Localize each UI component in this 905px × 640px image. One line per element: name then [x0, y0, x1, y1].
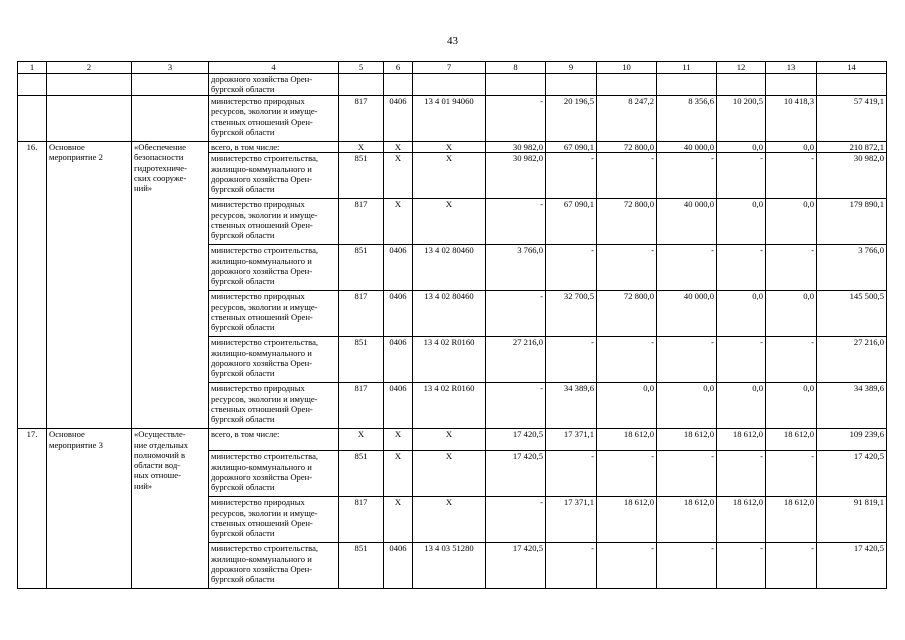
event-title-cell — [132, 96, 209, 142]
event-name-cell: Основное мероприятие 2 — [47, 142, 132, 429]
value-cell: 0,0 — [766, 291, 817, 337]
table-row — [18, 74, 887, 96]
value-cell: X — [384, 199, 413, 245]
value-cell: - — [766, 337, 817, 383]
value-cell: - — [597, 337, 657, 383]
value-cell: - — [486, 199, 546, 245]
value-cell: 18 612,0 — [717, 429, 766, 451]
value-cell: 32 700,5 — [546, 291, 597, 337]
value-cell: - — [486, 96, 546, 142]
value-cell: - — [766, 451, 817, 497]
value-cell: 17 420,5 — [817, 451, 887, 497]
value-cell: - — [657, 337, 717, 383]
value-cell: 817 — [339, 96, 384, 142]
value-cell: 72 800,0 — [597, 142, 657, 153]
executor-cell: министерство природных ресурсов, экологии и имуще- ственных отношений Орен- бургской области — [209, 497, 339, 543]
value-cell: - — [597, 153, 657, 199]
value-cell: 34 389,6 — [817, 383, 887, 429]
executor-cell: министерство строительства, жилищно-коммунального и дорожного хозяйства Орен- бургской области — [209, 153, 339, 199]
value-cell: 0,0 — [657, 383, 717, 429]
executor-cell: министерство природных ресурсов, экологии и имуще- ственных отношений Орен- бургской области — [209, 383, 339, 429]
value-cell: X — [413, 451, 486, 497]
table-row — [18, 142, 887, 153]
value-cell: 67 090,1 — [546, 199, 597, 245]
row-number-cell — [18, 74, 47, 96]
value-cell: 0,0 — [717, 291, 766, 337]
value-cell: - — [597, 245, 657, 291]
header-cell: 13 — [766, 62, 817, 74]
header-cell: 2 — [47, 62, 132, 74]
value-cell: 0,0 — [766, 199, 817, 245]
header-row — [18, 62, 887, 74]
value-cell: 817 — [339, 383, 384, 429]
value-cell: 13 4 03 51280 — [413, 543, 486, 589]
value-cell: 18 612,0 — [766, 429, 817, 451]
header-cell: 7 — [413, 62, 486, 74]
header-cell: 11 — [657, 62, 717, 74]
value-cell: 0,0 — [766, 383, 817, 429]
value-cell — [413, 74, 486, 96]
value-cell: 0406 — [384, 245, 413, 291]
value-cell: 13 4 02 R0160 — [413, 383, 486, 429]
value-cell: 851 — [339, 451, 384, 497]
executor-cell: министерство природных ресурсов, экологии и имуще- ственных отношений Орен- бургской области — [209, 199, 339, 245]
value-cell: - — [657, 245, 717, 291]
event-title-cell: «Осуществле- ние отдельных полномочий в области вод- ных отноше- ний» — [132, 429, 209, 589]
value-cell: 67 090,1 — [546, 142, 597, 153]
value-cell — [546, 74, 597, 96]
page-number: 43 — [447, 35, 458, 47]
executor-cell: министерство строительства, жилищно-коммунального и дорожного хозяйства Орен- бургской области — [209, 451, 339, 497]
executor-cell: дорожного хозяйства Орен- бургской области — [209, 74, 339, 96]
value-cell: 145 500,5 — [817, 291, 887, 337]
value-cell: - — [546, 451, 597, 497]
value-cell: 17 371,1 — [546, 497, 597, 543]
value-cell: 13 4 02 R0160 — [413, 337, 486, 383]
value-cell: X — [384, 497, 413, 543]
value-cell: 18 612,0 — [657, 429, 717, 451]
value-cell: X — [413, 142, 486, 153]
value-cell — [597, 74, 657, 96]
event-title-cell — [132, 74, 209, 96]
value-cell: 91 819,1 — [817, 497, 887, 543]
value-cell: X — [339, 429, 384, 451]
value-cell: 10 418,3 — [766, 96, 817, 142]
value-cell: X — [413, 429, 486, 451]
header-cell: 6 — [384, 62, 413, 74]
event-title-cell: «Обеспечение безопасности гидротехниче- ских сооруже- ний» — [132, 142, 209, 429]
value-cell — [339, 74, 384, 96]
value-cell: 18 612,0 — [597, 497, 657, 543]
value-cell: - — [486, 497, 546, 543]
row-number-cell: 17. — [18, 429, 47, 589]
value-cell: 27 216,0 — [817, 337, 887, 383]
value-cell: - — [657, 543, 717, 589]
value-cell: - — [597, 451, 657, 497]
value-cell: 210 872,1 — [817, 142, 887, 153]
value-cell — [817, 74, 887, 96]
table-body — [18, 62, 887, 589]
value-cell: X — [413, 153, 486, 199]
value-cell: - — [546, 153, 597, 199]
value-cell: X — [384, 429, 413, 451]
value-cell: - — [486, 291, 546, 337]
value-cell: 18 612,0 — [597, 429, 657, 451]
value-cell: 0406 — [384, 337, 413, 383]
value-cell: 109 239,6 — [817, 429, 887, 451]
value-cell: 18 612,0 — [717, 497, 766, 543]
header-cell: 1 — [18, 62, 47, 74]
value-cell: 817 — [339, 497, 384, 543]
value-cell: 817 — [339, 291, 384, 337]
value-cell: X — [339, 142, 384, 153]
value-cell: 851 — [339, 543, 384, 589]
value-cell: - — [766, 543, 817, 589]
event-name-cell — [47, 74, 132, 96]
value-cell: 0,0 — [597, 383, 657, 429]
value-cell: - — [717, 245, 766, 291]
value-cell: 10 200,5 — [717, 96, 766, 142]
row-number-cell — [18, 96, 47, 142]
value-cell: 30 982,0 — [486, 142, 546, 153]
header-cell: 9 — [546, 62, 597, 74]
value-cell: 13 4 02 80460 — [413, 291, 486, 337]
value-cell: 817 — [339, 199, 384, 245]
value-cell: 17 371,1 — [546, 429, 597, 451]
executor-cell: всего, в том числе: — [209, 142, 339, 153]
value-cell: 18 612,0 — [766, 497, 817, 543]
value-cell: 851 — [339, 245, 384, 291]
executor-cell: министерство природных ресурсов, экологии и имуще- ственных отношений Орен- бургской области — [209, 291, 339, 337]
value-cell: - — [546, 337, 597, 383]
value-cell: 0,0 — [717, 142, 766, 153]
value-cell: 17 420,5 — [486, 543, 546, 589]
row-number-cell: 16. — [18, 142, 47, 429]
executor-cell: всего, в том числе: — [209, 429, 339, 451]
header-cell: 12 — [717, 62, 766, 74]
executor-cell: министерство строительства, жилищно-коммунального и дорожного хозяйства Орен- бургской области — [209, 543, 339, 589]
value-cell: 40 000,0 — [657, 142, 717, 153]
value-cell: 3 766,0 — [486, 245, 546, 291]
value-cell: - — [597, 543, 657, 589]
value-cell: X — [384, 153, 413, 199]
value-cell: 30 982,0 — [486, 153, 546, 199]
value-cell: 30 982,0 — [817, 153, 887, 199]
header-cell: 14 — [817, 62, 887, 74]
value-cell: 72 800,0 — [597, 199, 657, 245]
value-cell: - — [766, 245, 817, 291]
event-name-cell — [47, 96, 132, 142]
value-cell: - — [546, 543, 597, 589]
value-cell — [384, 74, 413, 96]
value-cell: 34 389,6 — [546, 383, 597, 429]
value-cell: - — [717, 337, 766, 383]
value-cell: 8 247,2 — [597, 96, 657, 142]
value-cell: 13 4 02 80460 — [413, 245, 486, 291]
budget-table — [17, 61, 887, 589]
value-cell: 17 420,5 — [486, 429, 546, 451]
executor-cell: министерство природных ресурсов, экологии и имуще- ственных отношений Орен- бургской области — [209, 96, 339, 142]
value-cell: 851 — [339, 153, 384, 199]
header-cell: 5 — [339, 62, 384, 74]
value-cell: - — [717, 543, 766, 589]
value-cell: 0406 — [384, 383, 413, 429]
value-cell: 17 420,5 — [486, 451, 546, 497]
executor-cell: министерство строительства, жилищно-коммунального и дорожного хозяйства Орен- бургской области — [209, 337, 339, 383]
header-cell: 4 — [209, 62, 339, 74]
value-cell: - — [766, 153, 817, 199]
table-row — [18, 96, 887, 142]
value-cell: - — [717, 153, 766, 199]
value-cell: 57 419,1 — [817, 96, 887, 142]
value-cell: 40 000,0 — [657, 199, 717, 245]
value-cell: - — [657, 451, 717, 497]
value-cell: 179 890,1 — [817, 199, 887, 245]
value-cell: 0,0 — [717, 383, 766, 429]
value-cell: 8 356,6 — [657, 96, 717, 142]
value-cell: 0,0 — [766, 142, 817, 153]
event-name-cell: Основное мероприятие 3 — [47, 429, 132, 589]
value-cell: 0406 — [384, 291, 413, 337]
value-cell: X — [413, 199, 486, 245]
value-cell — [717, 74, 766, 96]
value-cell — [657, 74, 717, 96]
header-cell: 8 — [486, 62, 546, 74]
value-cell: 17 420,5 — [817, 543, 887, 589]
value-cell: 27 216,0 — [486, 337, 546, 383]
value-cell: 0,0 — [717, 199, 766, 245]
executor-cell: министерство строительства, жилищно-коммунального и дорожного хозяйства Орен- бургской области — [209, 245, 339, 291]
value-cell: - — [657, 153, 717, 199]
value-cell: - — [486, 383, 546, 429]
value-cell: X — [384, 451, 413, 497]
value-cell: 0406 — [384, 96, 413, 142]
value-cell — [766, 74, 817, 96]
value-cell: - — [717, 451, 766, 497]
header-cell: 10 — [597, 62, 657, 74]
value-cell: X — [384, 142, 413, 153]
value-cell: 72 800,0 — [597, 291, 657, 337]
table-row — [18, 429, 887, 451]
header-cell: 3 — [132, 62, 209, 74]
value-cell — [486, 74, 546, 96]
value-cell: X — [413, 497, 486, 543]
value-cell: 18 612,0 — [657, 497, 717, 543]
value-cell: - — [546, 245, 597, 291]
value-cell: 0406 — [384, 543, 413, 589]
value-cell: 851 — [339, 337, 384, 383]
value-cell: 20 196,5 — [546, 96, 597, 142]
value-cell: 3 766,0 — [817, 245, 887, 291]
value-cell: 40 000,0 — [657, 291, 717, 337]
value-cell: 13 4 01 94060 — [413, 96, 486, 142]
